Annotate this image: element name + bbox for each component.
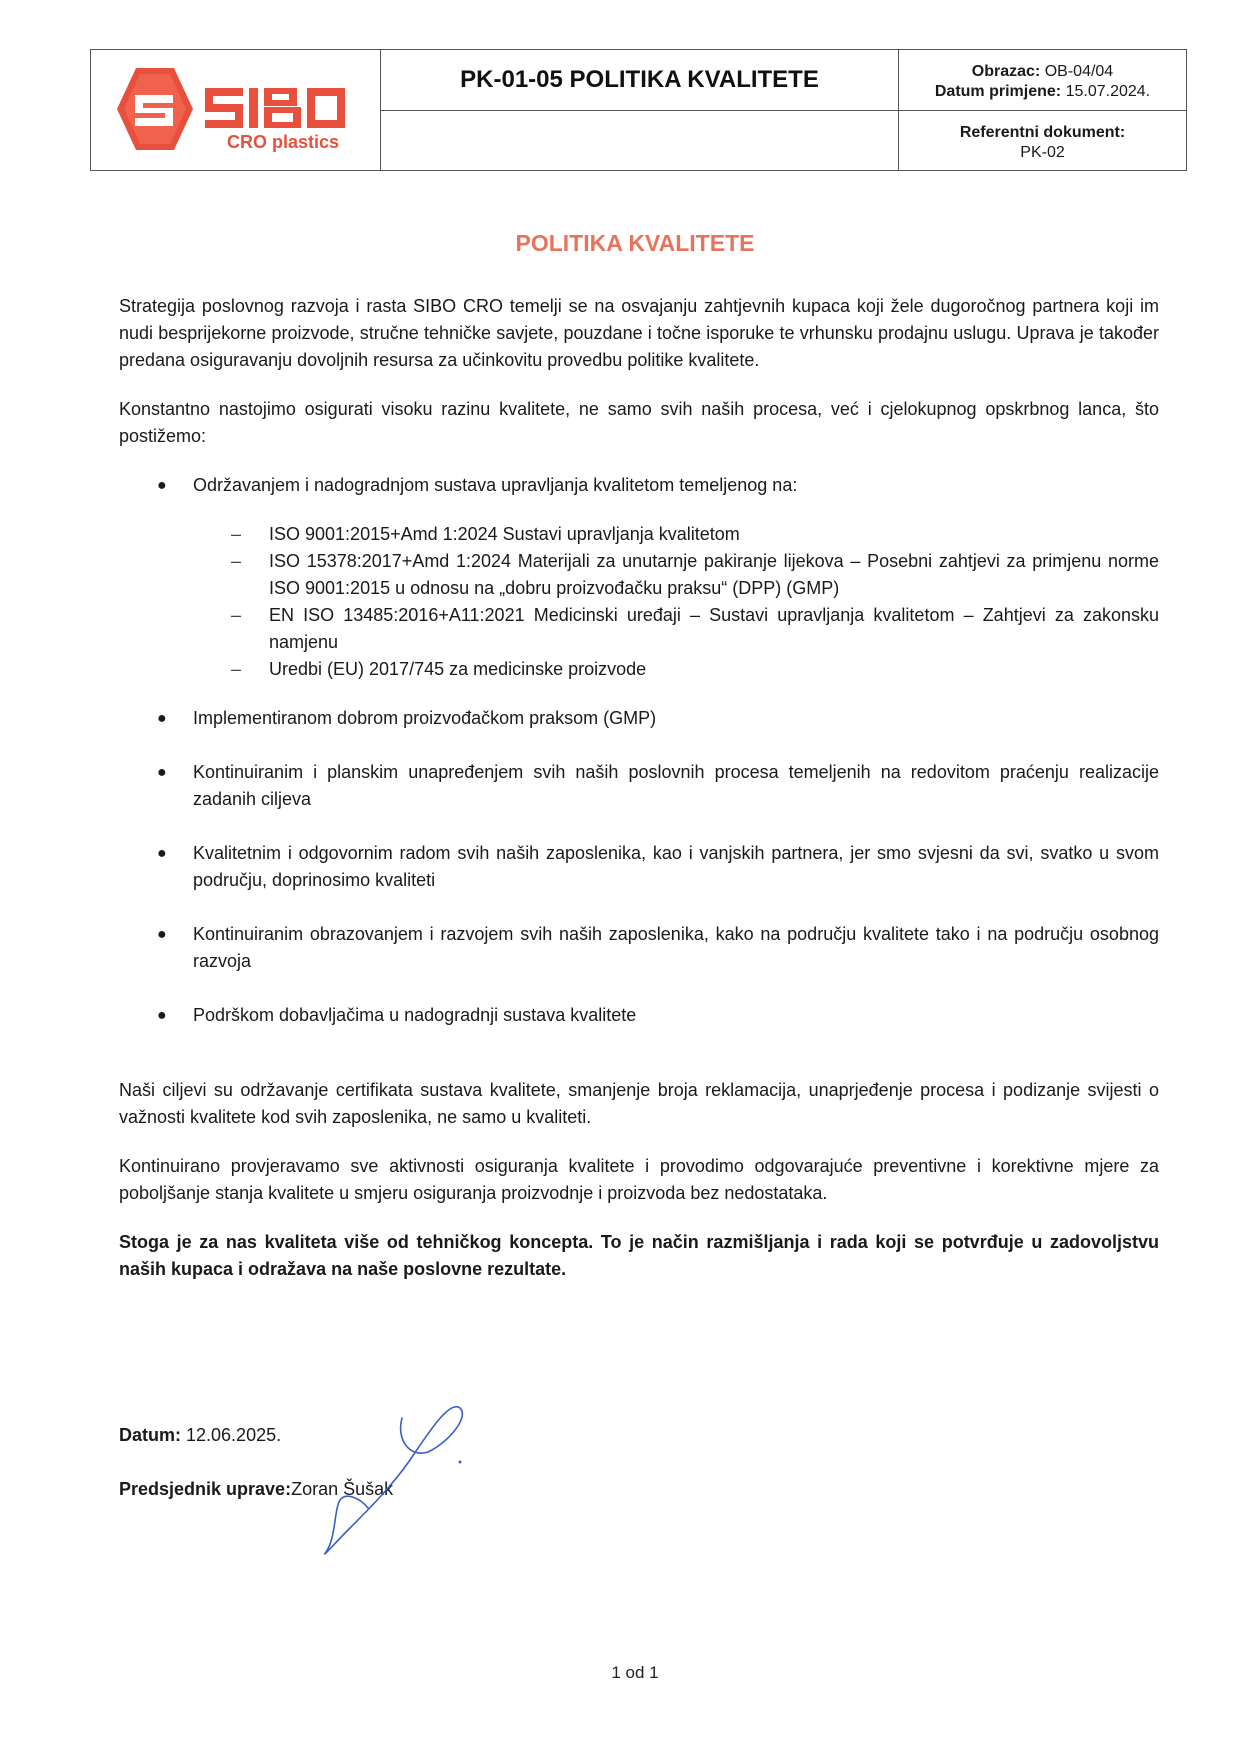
sibo-logo (91, 50, 381, 170)
standards-list (119, 521, 1159, 683)
standard-text: Uredbi (EU) 2017/745 za medicinske proizvode (269, 659, 647, 679)
reference-info (899, 111, 1186, 170)
standard-item (119, 656, 1159, 683)
dash-icon: – (231, 605, 242, 625)
standard-text: ISO 15378:2017+Amd 1:2024 Materijali za unutarnje pakiranje lijekova – Posebni zahtjevi za primjenu norme ISO 9001:2015 u odnosu na „dobru proizvođačku praksu“ (DPP) (GMP) (269, 551, 1159, 598)
list-item (119, 705, 1159, 732)
reference-value: PK-02 (1020, 144, 1065, 161)
form-label: Obrazac: (971, 63, 1041, 80)
closing-statement: Stoga je za nas kvaliteta više od tehničkog koncepta. To je način razmišljanja i rada koji se potvrđuje u zadovoljstvu naših kupaca i odražava na naše poslovne rezultate. (119, 1232, 1159, 1279)
header-empty-cell (381, 111, 899, 170)
list-item (119, 759, 1159, 813)
list-item-text: Kontinuiranim i planskim unapređenjem svih naših poslovnih procesa temeljenih na redovitom praćenju realizacije zadanih ciljeva (193, 762, 1159, 809)
handwritten-signature (300, 1400, 490, 1580)
standard-item (119, 602, 1159, 656)
president-label: Predsjednik uprave: (119, 1479, 292, 1499)
list-item (119, 472, 1159, 499)
signature-date-label: Datum: (119, 1425, 181, 1445)
signature-date (119, 1425, 281, 1446)
verification-paragraph: Kontinuirano provjeravamo sve aktivnosti osiguranja kvalitete i provodimo odgovarajuće preventivne i korektivne mjere za poboljšanje stanja kvalitete u smjeru osiguranja proizvodnje i proizvoda bez nedostataka. (119, 1156, 1159, 1203)
standard-item (119, 521, 1159, 548)
bullet-icon: ● (157, 764, 167, 781)
logo-subbrand: CRO plastics (226, 132, 339, 152)
bullet-icon: ● (157, 845, 167, 862)
page-number: 1 od 1 (611, 1663, 659, 1682)
date-applied-value: 15.07.2024. (1065, 83, 1151, 100)
bullet-icon: ● (157, 710, 167, 727)
list-item-text: Implementiranom dobrom proizvođačkom praksom (GMP) (193, 708, 657, 728)
president-name: Zoran Šušak (291, 1479, 394, 1499)
bullet-icon: ● (157, 926, 167, 943)
list-item-text: Podrškom dobavljačima u nadogradnji sustava kvalitete (193, 1005, 637, 1025)
objectives-paragraph: Naši ciljevi su održavanje certifikata sustava kvalitete, smanjenje broja reklamacija, unaprjeđenje procesa i podizanje svijesti o važnosti kvalitete kod svih zaposlenika, ne samo u kvaliteti. (119, 1080, 1159, 1127)
list-item-text: Kvalitetnim i odgovornim radom svih naših zaposlenika, kao i vanjskih partnera, jer smo svjesni da svi, svatko u svom području, doprinosimo kvaliteti (193, 843, 1159, 890)
logo-cell (91, 50, 381, 170)
page-title: POLITIKA KVALITETE (515, 230, 755, 256)
intro-paragraph: Konstantno nastojimo osigurati visoku razinu kvalitete, ne samo svih naših procesa, već i cjelokupnog opskrbnog lanca, što postižemo: (119, 399, 1159, 446)
date-applied-label: Datum primjene: (934, 83, 1062, 100)
standard-item (119, 548, 1159, 602)
form-value: OB-04/04 (1044, 63, 1114, 80)
list-item-text: Kontinuiranim obrazovanjem i razvojem svih naših zaposlenika, kako na području kvalitete tako i na području osobnog razvoja (193, 924, 1159, 971)
list-item-text: Održavanjem i nadogradnjom sustava upravljanja kvalitetom temeljenog na: (193, 475, 798, 495)
signature-date-value: 12.06.2025. (186, 1425, 282, 1445)
document-code-title: PK-01-05 POLITIKA KVALITETE (381, 50, 899, 111)
document-body (119, 293, 1159, 1283)
dash-icon: – (231, 551, 242, 571)
bullet-icon: ● (157, 477, 167, 494)
reference-label: Referentni dokument: (959, 124, 1126, 141)
list-item (119, 840, 1159, 894)
document-header (90, 49, 1187, 171)
achievement-list (119, 472, 1159, 499)
achievement-list-continued (119, 705, 1159, 1029)
dash-icon: – (231, 659, 242, 679)
standard-text: ISO 9001:2015+Amd 1:2024 Sustavi upravljanja kvalitetom (269, 524, 740, 544)
standard-text: EN ISO 13485:2016+A11:2021 Medicinski uređaji – Sustavi upravljanja kvalitetom – Zahtjevi za zakonsku namjenu (269, 605, 1159, 652)
bullet-icon: ● (157, 1007, 167, 1024)
dash-icon: – (231, 524, 242, 544)
intro-paragraph: Strategija poslovnog razvoja i rasta SIBO CRO temelji se na osvajanju zahtjevnih kupaca koji žele dugoročnog partnera koji im nudi besprijekorne proizvode, stručne tehničke savjete, pouzdane i točne isporuke te vrhunsku prodajnu uslugu. Uprava je također predana osiguravanju dovoljnih resursa za učinkovitu provedbu politike kvalitete. (119, 296, 1159, 370)
form-info (899, 50, 1186, 111)
list-item (119, 1002, 1159, 1029)
list-item (119, 921, 1159, 975)
